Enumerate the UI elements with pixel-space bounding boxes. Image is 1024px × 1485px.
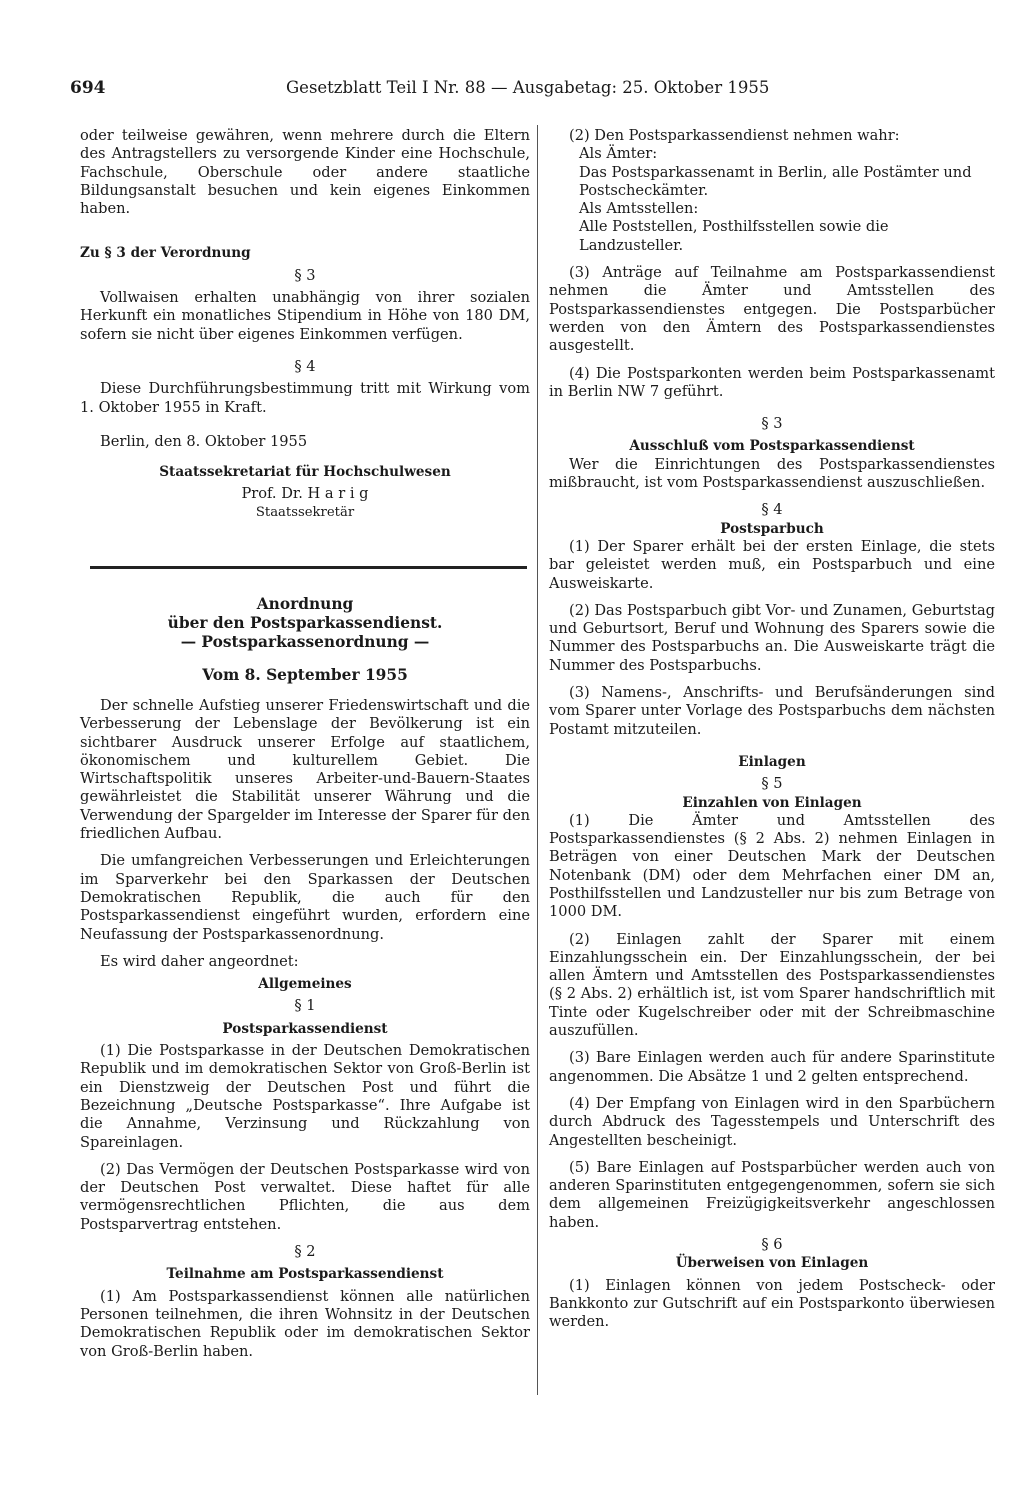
paragraph: (4) Die Postsparkonten werden beim Postsparkassenamt in Berlin NW 7 geführt. — [549, 364, 995, 400]
section-number: § 3 — [761, 415, 783, 433]
ordinance-date: Vom 8. September 1955 — [202, 666, 408, 684]
page-number: 694 — [70, 78, 106, 98]
section-title: Postsparkassendienst — [222, 1020, 388, 1037]
paragraph: oder teilweise gewähren, wenn mehrere durch die Eltern des Antragstellers zu versorgende Kinder eine Hochschule, Fachschule, Oberschule oder andere staatliche Bildungsanstalt besuchen und kein eigenes Einkommen haben. — [80, 127, 530, 218]
section-title: Überweisen von Einlagen — [675, 1255, 869, 1272]
list-label: Als Ämter: — [579, 145, 658, 163]
section-title: Einzahlen von Einlagen — [682, 794, 862, 811]
section-number: § 4 — [294, 357, 316, 375]
paragraph: (1) Am Postsparkassendienst können alle natürlichen Personen teilnehmen, die ihren Wohnsitz in der Deutschen Demokratischen Republik oder im demokratischen Sektor von Groß-Berlin haben. — [80, 1287, 530, 1360]
ordinance — [80, 595, 530, 1361]
ordinance-subtitle: über den Postsparkassendienst. — [167, 614, 443, 632]
paragraph: (3) Namens-, Anschrifts- und Berufsänderungen sind vom Sparer unter Vorlage des Postsparbuchs dem nächsten Postamt mitzuteilen. — [549, 684, 995, 738]
paragraph: (3) Bare Einlagen werden auch für andere Sparinstitute angenommen. Die Absätze 1 und 2 gelten entsprechend. — [549, 1049, 995, 1085]
paragraph: Der schnelle Aufstieg unserer Friedenswirtschaft und die Verbesserung der Lebenslage der Bevölkerung ist ein sichtbarer Ausdruck unserer Erfolge auf staatlichem, ökonomischem und kulturellem Gebiet. Die Wirtschaftspolitik unseres Arbeiter-und-Bauern-Staates gewährleistet die Stabilität unserer Währung und die Verwendung der Spargelder im Interesse der Sparer für den friedlichen Aufbau. — [80, 697, 530, 843]
issuing-authority: Staatssekretariat für Hochschulwesen — [159, 464, 451, 481]
list-item: Das Postsparkassenamt in Berlin, alle Postämter und Postscheckämter. — [579, 163, 972, 199]
previous-regulation-end — [80, 127, 530, 522]
paragraph: (2) Den Postsparkassendienst nehmen wahr: — [569, 127, 900, 144]
paragraph: (2) Das Vermögen der Deutschen Postsparkasse wird von der Deutschen Post verwaltet. Diese haftet für alle vermögensrechtlichen Pflichten, die aus dem Postsparvertrag entstehen. — [80, 1160, 530, 1233]
place-date: Berlin, den 8. Oktober 1955 — [100, 432, 308, 450]
paragraph: (2) Einlagen zahlt der Sparer mit einem Einzahlungsschein ein. Der Einzahlungsschein, der bei allen Ämtern und Amtsstellen des Postsparkassendienstes (§ 2 Abs. 2) erhältlich ist, ist vom Sparer handschriftlich mit Tinte oder Kugelschreiber oder mit der Schreibmaschine auszufüllen. — [549, 930, 995, 1040]
section-title: Teilnahme am Postsparkassendienst — [166, 1266, 444, 1283]
section-heading: Zu § 3 der Verordnung — [80, 245, 251, 262]
section-number: § 5 — [761, 775, 783, 793]
column-divider — [537, 125, 538, 1395]
page-header — [70, 78, 790, 104]
list-item: Alle Poststellen, Posthilfsstellen sowie die Landzusteller. — [579, 218, 889, 254]
paragraph: (1) Der Sparer erhält bei der ersten Einlage, die stets bar geleistet werden muß, ein Postsparbuch und eine Ausweiskarte. — [549, 537, 995, 592]
section-number: § 3 — [294, 266, 316, 284]
section-title: Postsparbuch — [720, 520, 824, 537]
section-heading: Allgemeines — [258, 976, 352, 993]
section-number: § 1 — [294, 997, 316, 1015]
ordinance-title: Anordnung — [256, 595, 354, 613]
paragraph: (5) Bare Einlagen auf Postsparbücher werden auch von anderen Sparinstituten entgegengenommen, sofern sie sich dem allgemeinen Freizügigkeitsverkehr angeschlossen haben. — [549, 1158, 995, 1231]
signer-title: Staatssekretär — [255, 504, 355, 520]
list-label: Als Amtsstellen: — [579, 200, 699, 218]
paragraph: (2) Das Postsparbuch gibt Vor- und Zunamen, Geburtstag und Geburtsort, Beruf und Wohnung des Sparers sowie die Nummer des Postsparbuchs an. Die Ausweiskarte trägt die Nummer des Postsparbuchs. — [549, 601, 995, 674]
paragraph: Es wird daher angeordnet: — [100, 952, 299, 970]
section-title: Ausschluß vom Postsparkassendienst — [629, 438, 915, 455]
paragraph: (4) Der Empfang von Einlagen wird in den Sparbüchern durch Abdruck des Tagesstempels und Unterschrift des Angestellten bescheinigt. — [549, 1094, 995, 1149]
signer-name: Prof. Dr. H a r i g — [241, 485, 369, 503]
paragraph: Wer die Einrichtungen des Postsparkassendienstes mißbraucht, ist vom Postsparkassendienst auszuschließen. — [549, 455, 995, 492]
section-number: § 2 — [294, 1243, 316, 1261]
ordinance-short-title: — Postsparkassenordnung — — [180, 633, 430, 651]
right-column — [549, 127, 995, 1332]
paragraph: (3) Anträge auf Teilnahme am Postsparkassendienst nehmen die Ämter und Amtsstellen des Postsparkassendienstes entgegen. Die Postsparbücher werden von den Ämtern des Postsparkassendienstes ausgestellt. — [549, 264, 995, 355]
section-divider — [90, 566, 527, 569]
section-number: § 4 — [761, 501, 783, 519]
paragraph: (1) Einlagen können von jedem Postscheck- oder Bankkonto zur Gutschrift auf ein Postsparkonto überwiesen werden. — [549, 1276, 995, 1331]
paragraph: (1) Die Ämter und Amtsstellen des Postsparkassendienstes (§ 2 Abs. 2) nehmen Einlagen in Beträgen von einer Deutschen Mark der Deutschen Notenbank (DM) oder dem Mehrfachen einer DM an, Posthilfsstellen und Landzusteller nur bis zum Betrage von 1000 DM. — [549, 811, 995, 921]
paragraph: Diese Durchführungsbestimmung tritt mit Wirkung vom 1. Oktober 1955 in Kraft. — [80, 380, 530, 416]
section-number: § 6 — [761, 1236, 783, 1254]
paragraph: Vollwaisen erhalten unabhängig von ihrer sozialen Herkunft ein monatliches Stipendium in Höhe von 180 DM, sofern sie nicht über eigenes Einkommen verfügen. — [80, 289, 530, 343]
section-heading: Einlagen — [738, 753, 806, 770]
paragraph: Die umfangreichen Verbesserungen und Erleichterungen im Sparverkehr bei den Sparkassen der Deutschen Demokratischen Republik, die auch für den Postsparkassendienst eingeführt wurden, erfordern eine Neufassung der Postsparkassenordnung. — [80, 852, 530, 943]
paragraph: (1) Die Postsparkasse in der Deutschen Demokratischen Republik und im demokratischen Sektor von Groß-Berlin ist ein Dienstzweig der Deutschen Post und führt die Bezeichnung „Deutsche Postsparkasse“. Ihre Aufgabe ist die Annahme, Verzinsung und Rückzahlung von Spareinlagen. — [80, 1042, 530, 1151]
running-title: Gesetzblatt Teil I Nr. 88 — Ausgabetag: 25. Oktober 1955 — [286, 78, 770, 97]
